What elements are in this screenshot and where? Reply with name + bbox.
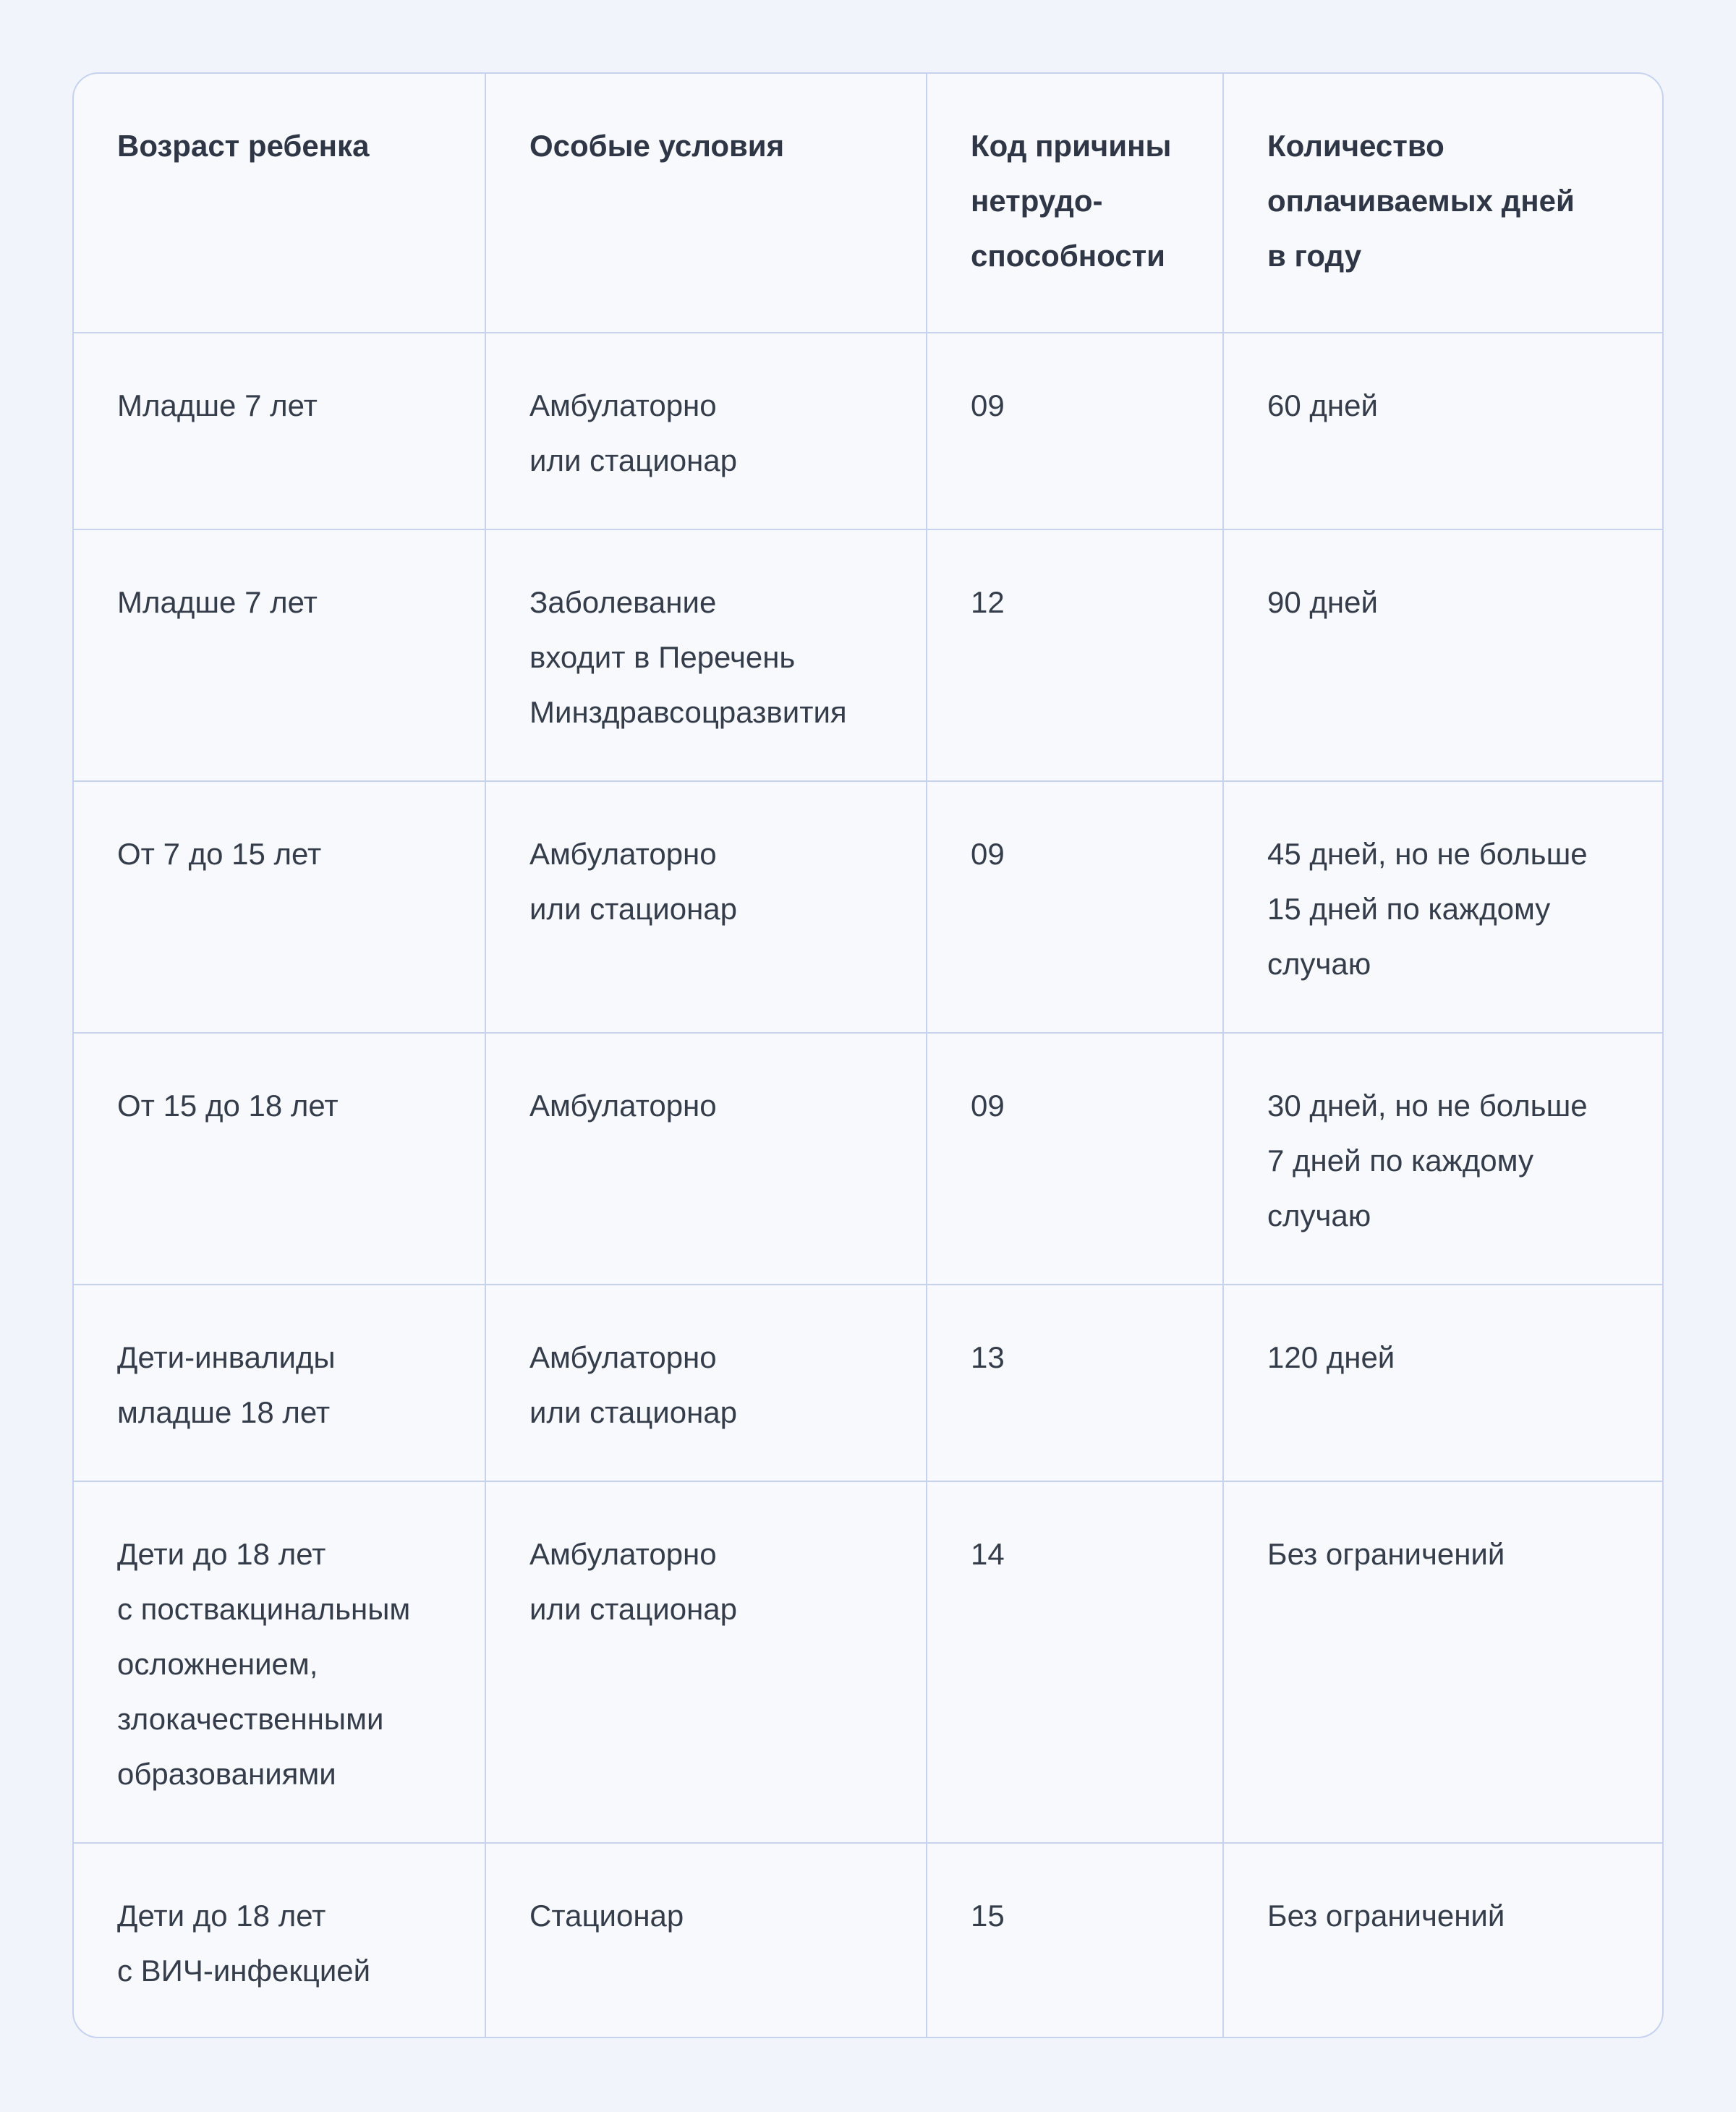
cell-special-conditions: Амбулаторно или стационар	[485, 333, 927, 529]
cell-paid-days: 60 дней	[1223, 333, 1664, 529]
cell-child-age: От 15 до 18 лет	[74, 1033, 485, 1285]
header-paid-days: Количество оплачиваемых дней в году	[1223, 74, 1664, 333]
table-row	[74, 1285, 1664, 1481]
cell-child-age: Дети-инвалиды младше 18 лет	[74, 1285, 485, 1481]
table-row	[74, 529, 1664, 781]
header-child-age: Возраст ребенка	[117, 129, 370, 163]
header-disability-code: Код причины нетрудо- способности	[927, 74, 1223, 333]
cell-special-conditions: Амбулаторно	[485, 1033, 927, 1285]
cell-disability-code: 09	[927, 333, 1223, 529]
table-row	[74, 1481, 1664, 1843]
cell-disability-code: 09	[927, 781, 1223, 1033]
cell-child-age: Дети до 18 лет с поствакцинальным осложнением, злокачественными образованиями	[74, 1481, 485, 1843]
cell-disability-code: 09	[927, 1033, 1223, 1285]
table-row	[74, 1033, 1664, 1285]
table-row	[74, 781, 1664, 1033]
header-special-conditions: Особые условия	[485, 74, 927, 333]
cell-special-conditions: Амбулаторно или стационар	[485, 781, 927, 1033]
cell-disability-code: 13	[927, 1285, 1223, 1481]
table-row	[74, 1843, 1664, 2038]
cell-paid-days: Без ограничений	[1223, 1481, 1664, 1843]
cell-paid-days: 120 дней	[1223, 1285, 1664, 1481]
cell-paid-days: 90 дней	[1223, 529, 1664, 781]
cell-disability-code: 15	[927, 1843, 1223, 2038]
sick-leave-table	[74, 74, 1664, 2038]
cell-paid-days: Без ограничений	[1223, 1843, 1664, 2038]
cell-special-conditions: Амбулаторно или стационар	[485, 1285, 927, 1481]
cell-disability-code: 12	[927, 529, 1223, 781]
cell-child-age: Дети до 18 лет с ВИЧ-инфекцией	[74, 1843, 485, 2038]
cell-child-age: От 7 до 15 лет	[74, 781, 485, 1033]
cell-child-age: Младше 7 лет	[74, 333, 485, 529]
table-header-row	[74, 74, 1664, 333]
cell-special-conditions: Заболевание входит в Перечень Минздравсоцразвития	[485, 529, 927, 781]
table-row	[74, 333, 1664, 529]
cell-paid-days: 30 дней, но не больше 7 дней по каждому случаю	[1223, 1033, 1664, 1285]
cell-disability-code: 14	[927, 1481, 1223, 1843]
table-card	[72, 72, 1664, 2038]
cell-special-conditions: Стационар	[485, 1843, 927, 2038]
cell-paid-days: 45 дней, но не больше 15 дней по каждому случаю	[1223, 781, 1664, 1033]
cell-child-age: Младше 7 лет	[74, 529, 485, 781]
cell-special-conditions: Амбулаторно или стационар	[485, 1481, 927, 1843]
